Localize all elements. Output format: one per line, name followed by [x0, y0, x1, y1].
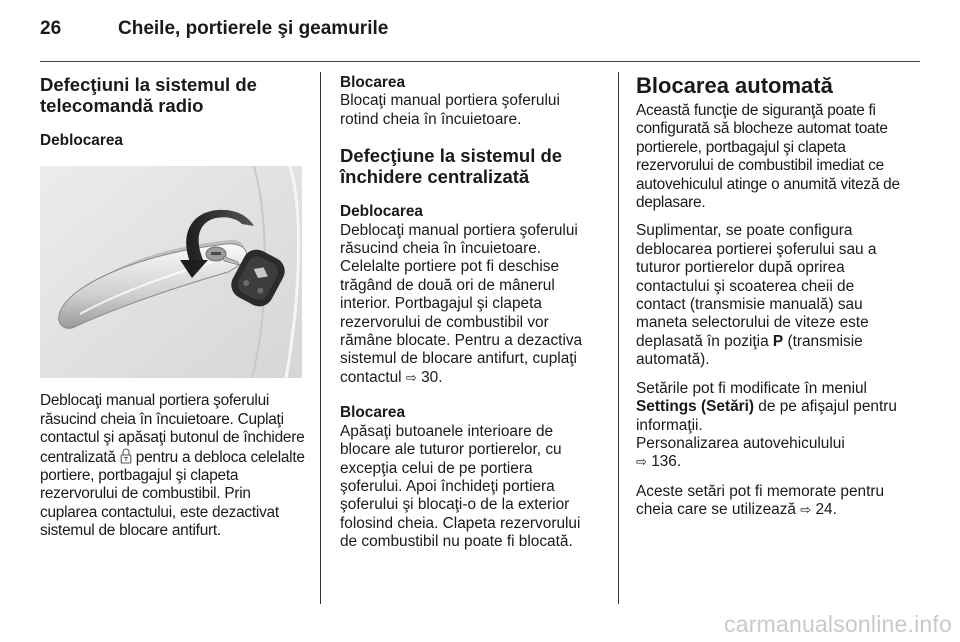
column-1	[40, 74, 306, 541]
paragraph-unlock-manual	[40, 392, 306, 540]
paragraph-auto-unlock-config	[636, 222, 906, 369]
section-heading-automatic-locking: Blocarea automată	[636, 73, 833, 98]
car-door-handle-with-key-illustration	[40, 166, 302, 378]
paragraph-locking-manual: Blocaţi manual portiera şoferului rotind cheia în încuietoare.	[340, 92, 560, 128]
page-reference-24[interactable]: 24.	[815, 501, 837, 519]
paragraph-settings-text-3: Personalizarea autovehiculului	[636, 434, 845, 452]
subheading-unlocking: Deblocarea	[40, 132, 123, 149]
column-divider-2	[618, 72, 619, 604]
subheading-unlocking-2: Deblocarea	[340, 203, 423, 221]
paragraph-key-memory	[636, 483, 906, 521]
page-reference-arrow-icon: ⇨	[636, 455, 647, 471]
section-heading-central-locking-fault: Defecţiune la sistemul de închidere centralizată	[340, 145, 563, 188]
paragraph-auto-lock-intro: Această funcţie de siguranţă poate fi configurată să blocheze automat toate portierele, portbagajul şi clapeta rezervorului de combustibil imediat ce autovehiculul atinge o anumită viteză de deplasare.	[636, 102, 900, 212]
page-reference-136[interactable]: 136.	[651, 453, 682, 471]
paragraph-key-memory-text: Aceste setări pot fi memorate pentru cheia care se utilizează	[636, 482, 885, 519]
paragraph-auto-unlock-text-2: (transmisie automată).	[636, 332, 863, 369]
page-reference-arrow-icon: ⇨	[800, 503, 812, 519]
paragraph-central-unlock-text: Deblocaţi manual portiera şoferului răsucind cheia în încuietoare. Celelalte portiere pot fi deschise trăgând de două ori de mânerul interior. Portbagajul şi clapeta rezervorului de combustibil vor rămâne blocate. Pentru a dezactiva sistemul de blocare antifurt, cuplaţi contactul	[340, 221, 583, 386]
paragraph-unlock-text-2: pentru a debloca celelalte portiere, portbagajul şi clapeta rezervorului de combustibil. Prin cuplarea contactului, este dezactivat sistemul de blocare antifurt.	[40, 448, 305, 540]
paragraph-central-unlock	[340, 222, 596, 389]
paragraph-unlock-text-1: Deblocaţi manual portiera şoferului răsucind cheia în încuietoare. Cuplaţi contactul şi apăsaţi butonul de închidere centralizată	[40, 392, 305, 466]
header-rule	[40, 61, 920, 62]
paragraph-settings-text-1: Setările pot fi modificate în meniul	[636, 379, 867, 397]
gear-position-p: P	[772, 332, 784, 350]
column-divider-1	[320, 72, 321, 604]
paragraph-settings-text-2: de pe afişajul pentru informaţii.	[636, 398, 897, 434]
page-number: 26	[40, 18, 62, 39]
paragraph-settings-menu	[636, 380, 906, 473]
subheading-locking-2: Blocarea	[340, 404, 406, 422]
column-2	[340, 74, 596, 552]
page-reference-30[interactable]: 30.	[421, 368, 443, 386]
column-3	[636, 74, 906, 521]
subheading-locking-1: Blocarea	[340, 74, 406, 91]
section-heading-radio-remote: Defecţiuni la sistemul de telecomandă radio	[40, 74, 257, 116]
lock-icon	[120, 448, 132, 464]
settings-menu-name: Settings (Setări)	[636, 398, 755, 416]
paragraph-auto-unlock-text: Suplimentar, se poate configura deblocarea portierei şoferului sau a tuturor portierelor după oprirea contactului şi scoaterea cheii de contact (transmisie manuală) sau maneta selectorului de viteze este deplasată în poziţia	[636, 222, 877, 350]
door-handle-key-figure	[40, 166, 302, 378]
chapter-title: Cheile, portierele şi geamurile	[118, 18, 389, 39]
paragraph-central-lock: Apăsaţi butoanele interioare de blocare ale tuturor portierelor, cu excepţia celui de pe portiera şoferului. Apoi închideţi portiera şoferului şi blocaţi-o de la exterior folosind cheia. Clapeta rezervorului de combustibil nu poate fi blocată.	[340, 422, 581, 551]
page-reference-arrow-icon: ⇨	[405, 370, 417, 386]
watermark: carmanualsonline.info	[724, 611, 952, 637]
page-header	[40, 18, 920, 54]
